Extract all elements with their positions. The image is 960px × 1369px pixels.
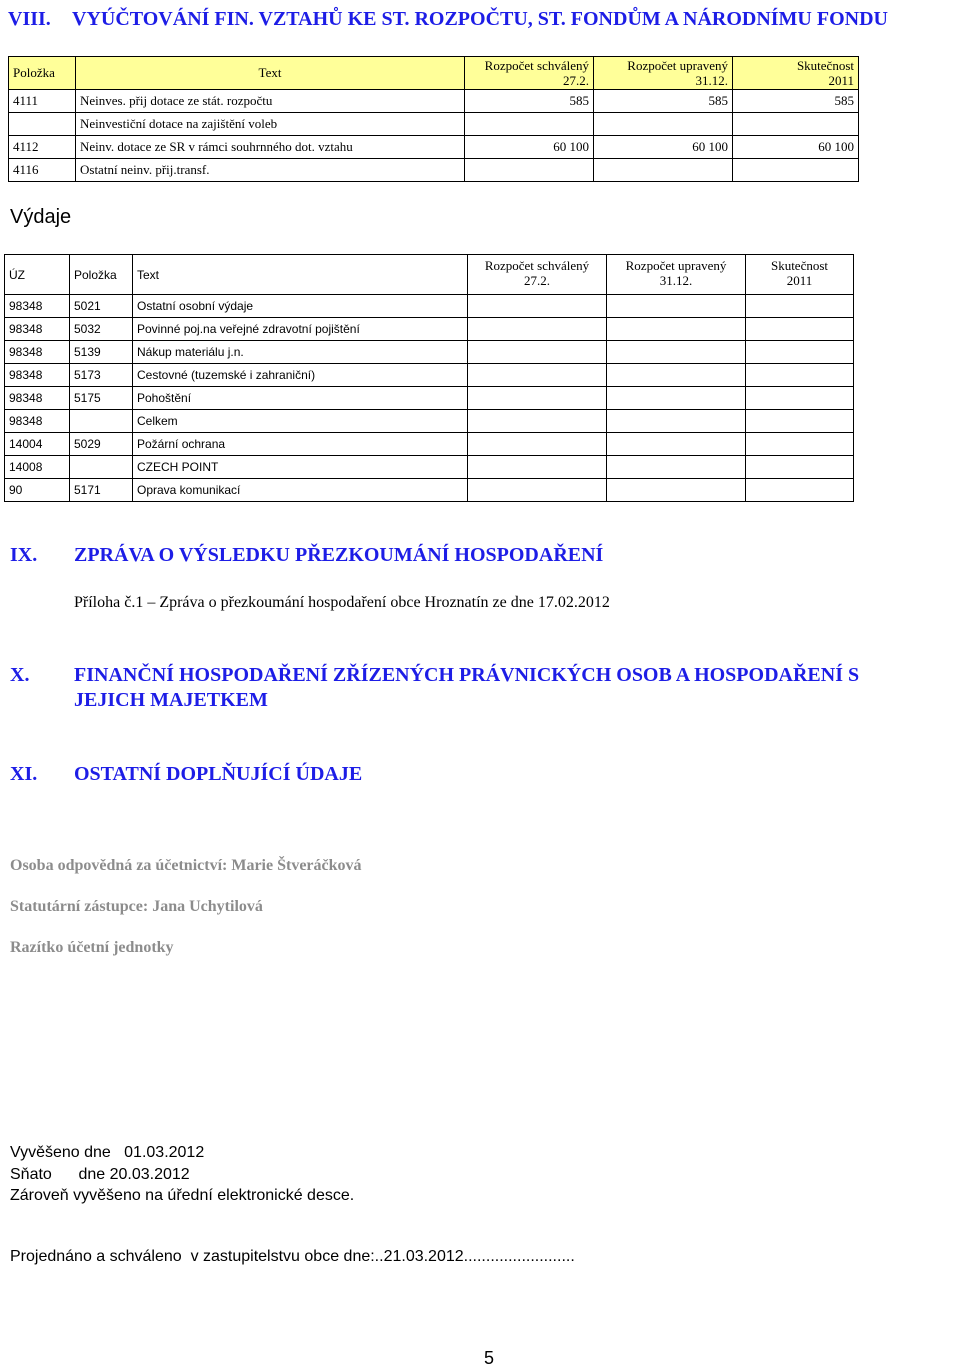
header-uz: ÚZ xyxy=(5,255,70,295)
cell-schvaleny xyxy=(468,387,607,410)
cell-text: Povinné poj.na veřejné zdravotní pojištění xyxy=(133,318,468,341)
header-text: Text xyxy=(76,57,465,90)
cell-uz: 90 xyxy=(5,479,70,502)
cell-upraveny xyxy=(607,364,746,387)
cell-upraveny xyxy=(594,159,733,182)
cell-text: Pohoštění xyxy=(133,387,468,410)
cell-upraveny xyxy=(607,479,746,502)
cell-upraveny xyxy=(607,341,746,364)
cell-polozka xyxy=(70,410,133,433)
table-row xyxy=(5,364,854,387)
table-row xyxy=(5,318,854,341)
cell-uz: 14008 xyxy=(5,456,70,479)
cell-schvaleny xyxy=(468,410,607,433)
cell-schvaleny xyxy=(468,433,607,456)
section-title: VYÚČTOVÁNÍ FIN. VZTAHŮ KE ST. ROZPOČTU, ST. FONDŮM A NÁRODNÍMU FONDU xyxy=(72,8,888,30)
attachment-note: Příloha č.1 – Zpráva o přezkoumání hospodaření obce Hroznatín ze dne 17.02.2012 xyxy=(74,594,610,611)
header-schvaleny-label: Rozpočet schválený xyxy=(484,258,590,273)
cell-skutecnost xyxy=(746,295,854,318)
header-polozka: Položka xyxy=(9,57,76,90)
removed-date: Sňato dne 20.03.2012 xyxy=(10,1166,190,1183)
cell-upraveny xyxy=(607,387,746,410)
cell-skutecnost xyxy=(746,433,854,456)
accountant-line: Osoba odpovědná za účetnictví: Marie Štveráčková xyxy=(10,857,362,874)
cell-polozka: 4112 xyxy=(9,136,76,159)
cell-schvaleny xyxy=(468,479,607,502)
cell-upraveny xyxy=(607,318,746,341)
cell-upraveny xyxy=(607,456,746,479)
cell-text: Celkem xyxy=(133,410,468,433)
header-upraveny-label: Rozpočet upravený xyxy=(627,58,728,73)
cell-uz: 98348 xyxy=(5,387,70,410)
section-number: IX. xyxy=(10,544,38,566)
cell-polozka: 5021 xyxy=(70,295,133,318)
posted-date: Vyvěšeno dne 01.03.2012 xyxy=(10,1144,205,1161)
electronic-board-note: Zároveň vyvěšeno na úřední elektronické desce. xyxy=(10,1187,355,1204)
cell-skutecnost xyxy=(746,364,854,387)
table-row xyxy=(9,159,859,182)
section-number: X. xyxy=(10,664,30,686)
cell-text: Cestovné (tuzemské i zahraniční) xyxy=(133,364,468,387)
header-schvaleny-date: 27.2. xyxy=(524,273,550,288)
header-skutecnost xyxy=(746,255,854,295)
cell-upraveny xyxy=(607,295,746,318)
expense-table xyxy=(4,254,854,502)
table-row xyxy=(5,433,854,456)
cell-schvaleny xyxy=(468,341,607,364)
cell-polozka: 4111 xyxy=(9,90,76,113)
header-upraveny-date: 31.12. xyxy=(659,273,693,288)
header-text: Text xyxy=(133,255,468,295)
table-row xyxy=(5,387,854,410)
cell-uz: 98348 xyxy=(5,341,70,364)
section-number: XI. xyxy=(10,763,38,785)
cell-schvaleny xyxy=(468,318,607,341)
cell-polozka: 5175 xyxy=(70,387,133,410)
cell-skutecnost xyxy=(746,479,854,502)
cell-upraveny: 60 100 xyxy=(594,136,733,159)
cell-schvaleny xyxy=(468,364,607,387)
cell-text: Neinvestiční dotace na zajištění voleb xyxy=(76,113,465,136)
cell-schvaleny: 585 xyxy=(465,90,594,113)
header-schvaleny xyxy=(465,57,594,90)
statutory-line: Statutární zástupce: Jana Uchytilová xyxy=(10,898,263,915)
cell-schvaleny xyxy=(465,159,594,182)
cell-upraveny xyxy=(607,433,746,456)
cell-polozka: 5171 xyxy=(70,479,133,502)
table-header-row xyxy=(9,57,859,90)
cell-skutecnost xyxy=(746,410,854,433)
cell-polozka: 5029 xyxy=(70,433,133,456)
cell-upraveny xyxy=(607,410,746,433)
cell-skutecnost xyxy=(733,159,859,182)
cell-uz: 98348 xyxy=(5,364,70,387)
cell-polozka xyxy=(9,113,76,136)
table-row xyxy=(5,456,854,479)
cell-upraveny xyxy=(594,113,733,136)
table-row xyxy=(5,479,854,502)
cell-skutecnost xyxy=(746,456,854,479)
cell-text: Neinv. dotace ze SR v rámci souhrnného dot. vztahu xyxy=(76,136,465,159)
header-schvaleny xyxy=(468,255,607,295)
section-title: FINANČNÍ HOSPODAŘENÍ ZŘÍZENÝCH PRÁVNICKÝCH OSOB A HOSPODAŘENÍ S xyxy=(74,664,860,686)
table-row xyxy=(5,410,854,433)
cell-uz: 98348 xyxy=(5,318,70,341)
header-upraveny-label: Rozpočet upravený xyxy=(625,258,727,273)
table-row xyxy=(9,90,859,113)
section-10-heading-line2: JEJICH MAJETKEM xyxy=(74,689,268,711)
section-10-heading xyxy=(10,664,859,687)
cell-polozka: 5032 xyxy=(70,318,133,341)
table-row xyxy=(5,295,854,318)
section-11-heading xyxy=(10,763,362,786)
cell-skutecnost xyxy=(746,387,854,410)
cell-schvaleny xyxy=(468,295,607,318)
income-table xyxy=(8,56,859,182)
header-skutecnost-label: Skutečnost xyxy=(796,58,854,73)
stamp-line: Razítko účetní jednotky xyxy=(10,939,174,956)
cell-uz: 98348 xyxy=(5,410,70,433)
cell-polozka: 5173 xyxy=(70,364,133,387)
cell-uz: 98348 xyxy=(5,295,70,318)
cell-polozka xyxy=(70,456,133,479)
cell-skutecnost xyxy=(733,113,859,136)
section-title: ZPRÁVA O VÝSLEDKU PŘEZKOUMÁNÍ HOSPODAŘENÍ xyxy=(74,544,604,566)
cell-skutecnost xyxy=(746,341,854,364)
table-row xyxy=(9,136,859,159)
vydaje-title: Výdaje xyxy=(10,206,72,228)
header-skutecnost-year: 2011 xyxy=(828,73,854,88)
cell-uz: 14004 xyxy=(5,433,70,456)
section-9-heading xyxy=(10,544,603,567)
header-schvaleny-label: Rozpočet schválený xyxy=(484,58,589,73)
section-8-heading xyxy=(8,8,888,31)
cell-polozka: 4116 xyxy=(9,159,76,182)
cell-schvaleny xyxy=(465,113,594,136)
cell-text: Požární ochrana xyxy=(133,433,468,456)
header-polozka: Položka xyxy=(70,255,133,295)
header-schvaleny-date: 27.2. xyxy=(563,73,589,88)
cell-text: Nákup materiálu j.n. xyxy=(133,341,468,364)
approval-line: Projednáno a schváleno v zastupitelstvu obce dne:..21.03.2012......................... xyxy=(10,1248,575,1265)
header-skutecnost-label: Skutečnost xyxy=(770,258,829,273)
cell-text: Oprava komunikací xyxy=(133,479,468,502)
header-upraveny xyxy=(607,255,746,295)
page-number: 5 xyxy=(484,1348,495,1368)
cell-text: Neinves. přij dotace ze stát. rozpočtu xyxy=(76,90,465,113)
cell-upraveny: 585 xyxy=(594,90,733,113)
cell-text: Ostatní osobní výdaje xyxy=(133,295,468,318)
header-skutecnost-year: 2011 xyxy=(786,273,813,288)
header-upraveny-date: 31.12. xyxy=(695,73,728,88)
section-number: VIII. xyxy=(8,8,51,30)
cell-skutecnost: 60 100 xyxy=(733,136,859,159)
cell-text: CZECH POINT xyxy=(133,456,468,479)
cell-skutecnost: 585 xyxy=(733,90,859,113)
cell-schvaleny: 60 100 xyxy=(465,136,594,159)
table-row xyxy=(9,113,859,136)
table-row xyxy=(5,341,854,364)
header-upraveny xyxy=(594,57,733,90)
header-skutecnost xyxy=(733,57,859,90)
cell-schvaleny xyxy=(468,456,607,479)
cell-polozka: 5139 xyxy=(70,341,133,364)
table-header-row xyxy=(5,255,854,295)
section-title: OSTATNÍ DOPLŇUJÍCÍ ÚDAJE xyxy=(74,763,363,785)
cell-text: Ostatní neinv. přij.transf. xyxy=(76,159,465,182)
cell-skutecnost xyxy=(746,318,854,341)
